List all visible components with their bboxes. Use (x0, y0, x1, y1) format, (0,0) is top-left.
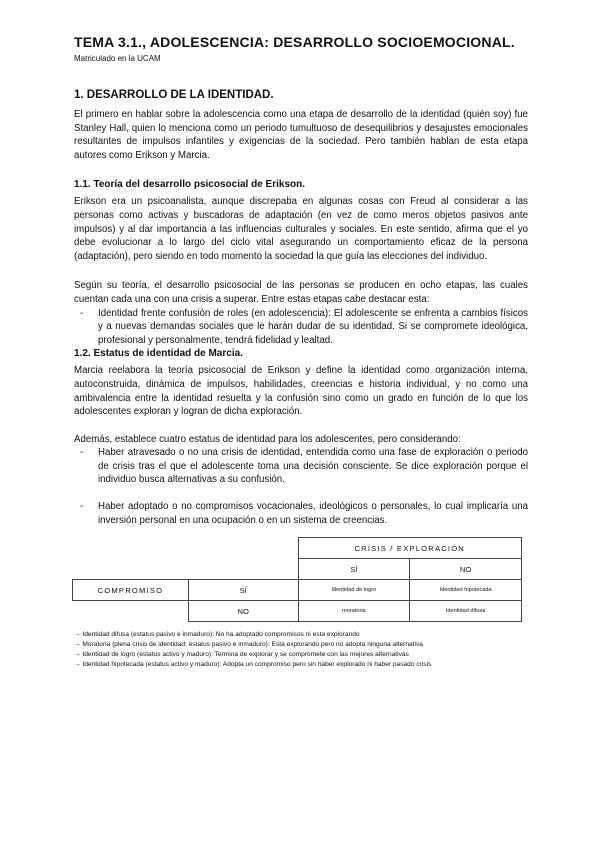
marcia-list (74, 446, 528, 527)
erikson-list (74, 307, 528, 348)
note-line: → Identidad de logro (estatus activo y maduro): Termina de explorar y se compromete con las mejores alternativas (74, 651, 409, 659)
row-header-no: NO (188, 601, 298, 622)
cell-identidad-logro: Identidad de logro (298, 580, 410, 601)
section-paragraph-identidad: El primero en hablar sobre la adolescencia como una etapa de desarrollo de la identidad (quién soy) fue Stanley Hall, quien lo menciona como un periodo tumultuoso de desequilibrios y desajustes emocionales resultantes de impulsos infantiles y exigencias de la sociedad. Pero también hablan de esta etapa autores como Erikson y Marcia. (74, 109, 528, 161)
document-subtitle: Matriculado en la UCAM (74, 54, 161, 63)
status-notes (74, 630, 528, 670)
list-item: - Haber adoptado o no compromisos vocacionales, ideológicos o personales, lo cual implicaría una inversión personal en una ocupación o en un sistema de creencias. (74, 500, 528, 527)
section-heading-erikson: 1.1. Teoría del desarrollo psicosocial de Erikson. (74, 179, 306, 191)
section-heading-marcia: 1.2. Estatus de identidad de Marcia. (74, 348, 243, 360)
crisis-exploration-header: CRISIS / EXPLORACIÓN (298, 538, 522, 559)
row-header-si: SÍ (188, 580, 298, 601)
compromiso-row-header: COMPROMISO (73, 580, 189, 601)
cell-identidad-difusa: Identidad difusa (410, 601, 522, 622)
column-header-no: NO (410, 559, 522, 580)
list-item: - Identidad frente confusión de roles (en adolescencia): El adolescente se enfrenta a cambios físicos y a nuevas demandas sociales que le harán dudar de su identidad. Si se compromete ideológica, profesional y personalmente, tendrá fidelidad y lealtad. (74, 307, 528, 348)
cell-identidad-hipotecada: Identidad hipotecada (410, 580, 522, 601)
document-title: TEMA 3.1., ADOLESCENCIA: DESARROLLO SOCIOEMOCIONAL. (74, 34, 515, 50)
note-line: → Identidad difusa (estatus pasivo e inmaduro): No ha adoptado compromisos ni esta explorando (74, 631, 360, 639)
column-header-si: SÍ (298, 559, 410, 580)
document-page (74, 34, 528, 670)
erikson-paragraph-1: Erikson era un psicoanalista, aunque discrepaba en algunas cosas con Freud al considerar a las personas como activas y buscadoras de adaptación (en vez de como meros objetos pasivos ante impulsos) y al dar importancia a las influencias culturales y sociales. En este sentido, afirma que el yo debe evolucionar a lo largo del ciclo vital asegurando un comportamiento eficaz de la persona (adaptación), pero siendo en todo momento la sociedad la que guía las elecciones del individuo. (74, 196, 528, 262)
marcia-paragraph-2: Además, establece cuatro estatus de identidad para los adolescentes, pero considerando: (74, 433, 461, 445)
note-line: → Moratoria (plena crisis de identidad; estatus pasivo e inmaduro): Está explorando pero no adopta ninguna alternativa (74, 641, 423, 649)
cell-moratoria: moratoria (298, 601, 410, 622)
list-item: - Haber atravesado o no una crisis de identidad, entendida como una fase de exploración o periodo de crisis tras el que el adolescente toma una decisión consciente. Se dice exploración porque el individuo busca alternativas a su confusión. (74, 446, 528, 487)
erikson-paragraph-2: Según su teoría, el desarrollo psicosocial de las personas se producen en ocho etapas, las cuales cuentan cada una con una crisis a superar. Entre estas etapas cabe destacar esta: (74, 280, 528, 305)
note-line: → Identidad hipotecada (estatus activo y maduro): Adopta un compromiso pero sin haber explorado ni haber pasado crisis (74, 661, 432, 669)
section-heading-identidad: 1. DESARROLLO DE LA IDENTIDAD. (74, 89, 274, 101)
identity-status-table (72, 537, 522, 622)
marcia-paragraph-1: Marcia reelabora la teoría psicosocial de Erikson y define la identidad como organización interna, autoconstruida, dinámica de impulsos, habilidades, creencias e historia individual, y no como una ambivalencia entre la identidad resuelta y la confusión sino como un grado en función de lo que los adolescentes exploran y logran de dicha exploración. (74, 365, 528, 418)
